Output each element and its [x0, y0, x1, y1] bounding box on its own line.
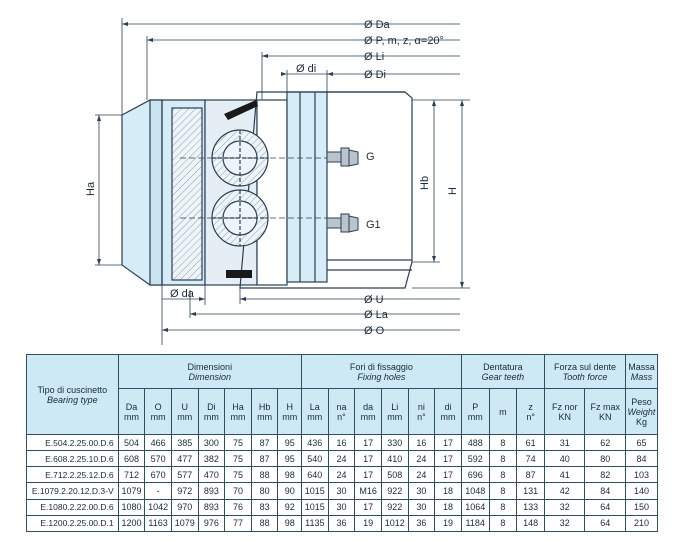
table-cell: 61	[517, 435, 545, 451]
dim-da-label: Ø Da	[364, 19, 390, 31]
dim-o-label: Ø O	[364, 325, 385, 337]
bearing-code-cell: E.608.2.25.10.D.6	[27, 451, 119, 467]
column-header: Fz max KN	[585, 389, 626, 435]
table-cell: 8	[489, 451, 517, 467]
table-cell: 608	[118, 451, 145, 467]
table-cell: 90	[278, 483, 302, 499]
table-cell: 970	[171, 499, 198, 515]
table-cell: 74	[517, 451, 545, 467]
column-header: z n°	[517, 389, 545, 435]
table-cell: 17	[355, 499, 382, 515]
column-header: Peso Weight Kg	[625, 389, 657, 435]
table-cell: 42	[544, 483, 584, 499]
dim-ha-label: Ha	[85, 181, 97, 196]
table-cell: 1048	[461, 483, 489, 499]
table-body	[27, 435, 658, 532]
table-cell: 508	[381, 467, 408, 483]
table-cell: 410	[381, 451, 408, 467]
table-cell: 8	[489, 515, 517, 531]
dimensions-header: Dimensioni Dimension	[118, 355, 301, 389]
lower-seal	[226, 270, 252, 278]
table-cell: 330	[381, 435, 408, 451]
column-header: ni n°	[408, 389, 435, 435]
table-cell: 32	[544, 499, 584, 515]
table-cell: 893	[198, 483, 225, 499]
table-cell: 17	[435, 451, 462, 467]
table-cell: 670	[145, 467, 172, 483]
table-cell: 18	[435, 499, 462, 515]
table-cell: 64	[585, 515, 626, 531]
grease-nipple-upper	[327, 148, 358, 166]
table-cell: 76	[225, 499, 252, 515]
table-cell: 8	[489, 435, 517, 451]
table-cell: 75	[225, 467, 252, 483]
table-row	[27, 467, 658, 483]
dim-da-hole-label: Ø da	[170, 288, 194, 300]
table-cell: 17	[435, 467, 462, 483]
column-header: La mm	[301, 389, 328, 435]
table-cell: 18	[435, 483, 462, 499]
table-cell: 80	[251, 483, 278, 499]
table-cell: 540	[301, 451, 328, 467]
bearing-code-cell: E.1080.2.22.00.D.6	[27, 499, 119, 515]
table-cell: 696	[461, 467, 489, 483]
table-cell: 84	[625, 451, 657, 467]
table-cell: 477	[171, 451, 198, 467]
table-cell: 466	[145, 435, 172, 451]
table-cell: 300	[198, 435, 225, 451]
table-cell: 84	[585, 483, 626, 499]
table-cell: 77	[225, 515, 252, 531]
bearing-spec-table	[26, 354, 658, 532]
table-row	[27, 499, 658, 515]
table-cell: 30	[328, 483, 355, 499]
bearing-code-cell: E.1079.2.20.12.D.3-V	[27, 483, 119, 499]
table-cell: 41	[544, 467, 584, 483]
table-cell: M16	[355, 483, 382, 499]
dim-li-label: Ø Li	[364, 51, 385, 63]
table-cell: 1015	[301, 483, 328, 499]
table-cell: 80	[585, 451, 626, 467]
table-cell: 95	[278, 435, 302, 451]
column-header: da mm	[355, 389, 382, 435]
table-cell: 98	[278, 467, 302, 483]
table-cell: 95	[278, 451, 302, 467]
table-cell: 922	[381, 483, 408, 499]
column-header: m	[489, 389, 517, 435]
table-cell: 382	[198, 451, 225, 467]
table-cell: 36	[408, 515, 435, 531]
table-cell: 24	[408, 467, 435, 483]
table-cell: 712	[118, 467, 145, 483]
dim-h-label: H	[447, 187, 459, 195]
mass-header: Massa Mass	[625, 355, 657, 389]
table-cell: 1079	[118, 483, 145, 499]
outer-ring	[122, 100, 205, 285]
table-cell: 75	[225, 435, 252, 451]
table-cell: 65	[625, 435, 657, 451]
grease-g-label: G	[366, 151, 375, 163]
table-cell: 64	[585, 499, 626, 515]
table-cell: 140	[625, 483, 657, 499]
dim-pitch-label: Ø P, m, z, α=20°	[364, 35, 444, 47]
dim-di-hole-label: Ø di	[296, 63, 317, 75]
table-cell: 577	[171, 467, 198, 483]
table-cell: 972	[171, 483, 198, 499]
table-cell: 1012	[381, 515, 408, 531]
bearing-code-cell: E.712.2.25.12.D.6	[27, 467, 119, 483]
table-cell: 470	[198, 467, 225, 483]
table-cell: 24	[408, 451, 435, 467]
table-cell: 150	[625, 499, 657, 515]
table-cell: 893	[198, 499, 225, 515]
column-header: O mm	[145, 389, 172, 435]
fixing-holes-header: Fori di fissaggio Fixing holes	[301, 355, 461, 389]
table-cell: 88	[251, 515, 278, 531]
group-header-row	[27, 355, 658, 389]
table-row	[27, 483, 658, 499]
table-cell: 87	[251, 435, 278, 451]
table-cell: 87	[517, 467, 545, 483]
table-cell: 148	[517, 515, 545, 531]
table-cell: 30	[408, 499, 435, 515]
table-cell: 1163	[145, 515, 172, 531]
gear-teeth-header: Dentatura Gear teeth	[461, 355, 544, 389]
table-cell: 75	[225, 451, 252, 467]
column-header: di mm	[435, 389, 462, 435]
table-cell: 19	[435, 515, 462, 531]
type-header: Tipo di cuscinetto Bearing type	[27, 355, 119, 435]
table-cell: 31	[544, 435, 584, 451]
table-cell: 30	[328, 499, 355, 515]
table-cell: 16	[408, 435, 435, 451]
table-cell: 436	[301, 435, 328, 451]
column-header-row	[27, 389, 658, 435]
table-cell: 17	[355, 435, 382, 451]
table-cell: 40	[544, 451, 584, 467]
table-cell: 17	[435, 435, 462, 451]
column-header: P mm	[461, 389, 489, 435]
bearing-code-cell: E.504.2.25.00.D.6	[27, 435, 119, 451]
table-cell: 70	[225, 483, 252, 499]
table-cell: 210	[625, 515, 657, 531]
table-cell: 133	[517, 499, 545, 515]
table-cell: 1042	[145, 499, 172, 515]
table-cell: 88	[251, 467, 278, 483]
table-cell: 36	[328, 515, 355, 531]
dim-hb-label: Hb	[419, 175, 431, 190]
column-header: Da mm	[118, 389, 145, 435]
table-cell: 488	[461, 435, 489, 451]
table-cell: 8	[489, 499, 517, 515]
table-cell: 385	[171, 435, 198, 451]
table-cell: -	[145, 483, 172, 499]
table-cell: 87	[251, 451, 278, 467]
table-cell: 24	[328, 451, 355, 467]
table-cell: 570	[145, 451, 172, 467]
table-cell: 131	[517, 483, 545, 499]
table-cell: 98	[278, 515, 302, 531]
table-cell: 82	[585, 467, 626, 483]
column-header: Ha mm	[225, 389, 252, 435]
table-row	[27, 451, 658, 467]
table-cell: 976	[198, 515, 225, 531]
column-header: Di mm	[198, 389, 225, 435]
table-cell: 24	[328, 467, 355, 483]
dim-di-outer-label: Ø Di	[364, 69, 386, 81]
column-header: na n°	[328, 389, 355, 435]
table-cell: 83	[251, 499, 278, 515]
tooth-force-header: Forza sul dente Tooth force	[544, 355, 625, 389]
table-cell: 1064	[461, 499, 489, 515]
column-header: Hb mm	[251, 389, 278, 435]
table-cell: 17	[355, 451, 382, 467]
bearing-code-cell: E.1200.2.25.00.D.1	[27, 515, 119, 531]
table-cell: 504	[118, 435, 145, 451]
column-header: Fz nor KN	[544, 389, 584, 435]
dim-u-label: Ø U	[364, 294, 384, 306]
column-header: Li mm	[381, 389, 408, 435]
table-cell: 32	[544, 515, 584, 531]
table-cell: 1015	[301, 499, 328, 515]
table-cell: 62	[585, 435, 626, 451]
table-cell: 8	[489, 467, 517, 483]
table-cell: 19	[355, 515, 382, 531]
table-cell: 592	[461, 451, 489, 467]
table-cell: 1135	[301, 515, 328, 531]
table-cell: 17	[355, 467, 382, 483]
table-cell: 1184	[461, 515, 489, 531]
table-cell: 640	[301, 467, 328, 483]
grease-nipple-lower	[327, 214, 358, 232]
table-cell: 16	[328, 435, 355, 451]
table-row	[27, 515, 658, 531]
dim-la-label: Ø La	[364, 309, 388, 321]
table-cell: 30	[408, 483, 435, 499]
table-cell: 1080	[118, 499, 145, 515]
column-header: H mm	[278, 389, 302, 435]
table-row	[27, 435, 658, 451]
table-cell: 1200	[118, 515, 145, 531]
table-cell: 1079	[171, 515, 198, 531]
table-cell: 8	[489, 483, 517, 499]
column-header: U mm	[171, 389, 198, 435]
table-cell: 103	[625, 467, 657, 483]
table-cell: 92	[278, 499, 302, 515]
table-cell: 922	[381, 499, 408, 515]
grease-g1-label: G1	[366, 219, 381, 231]
